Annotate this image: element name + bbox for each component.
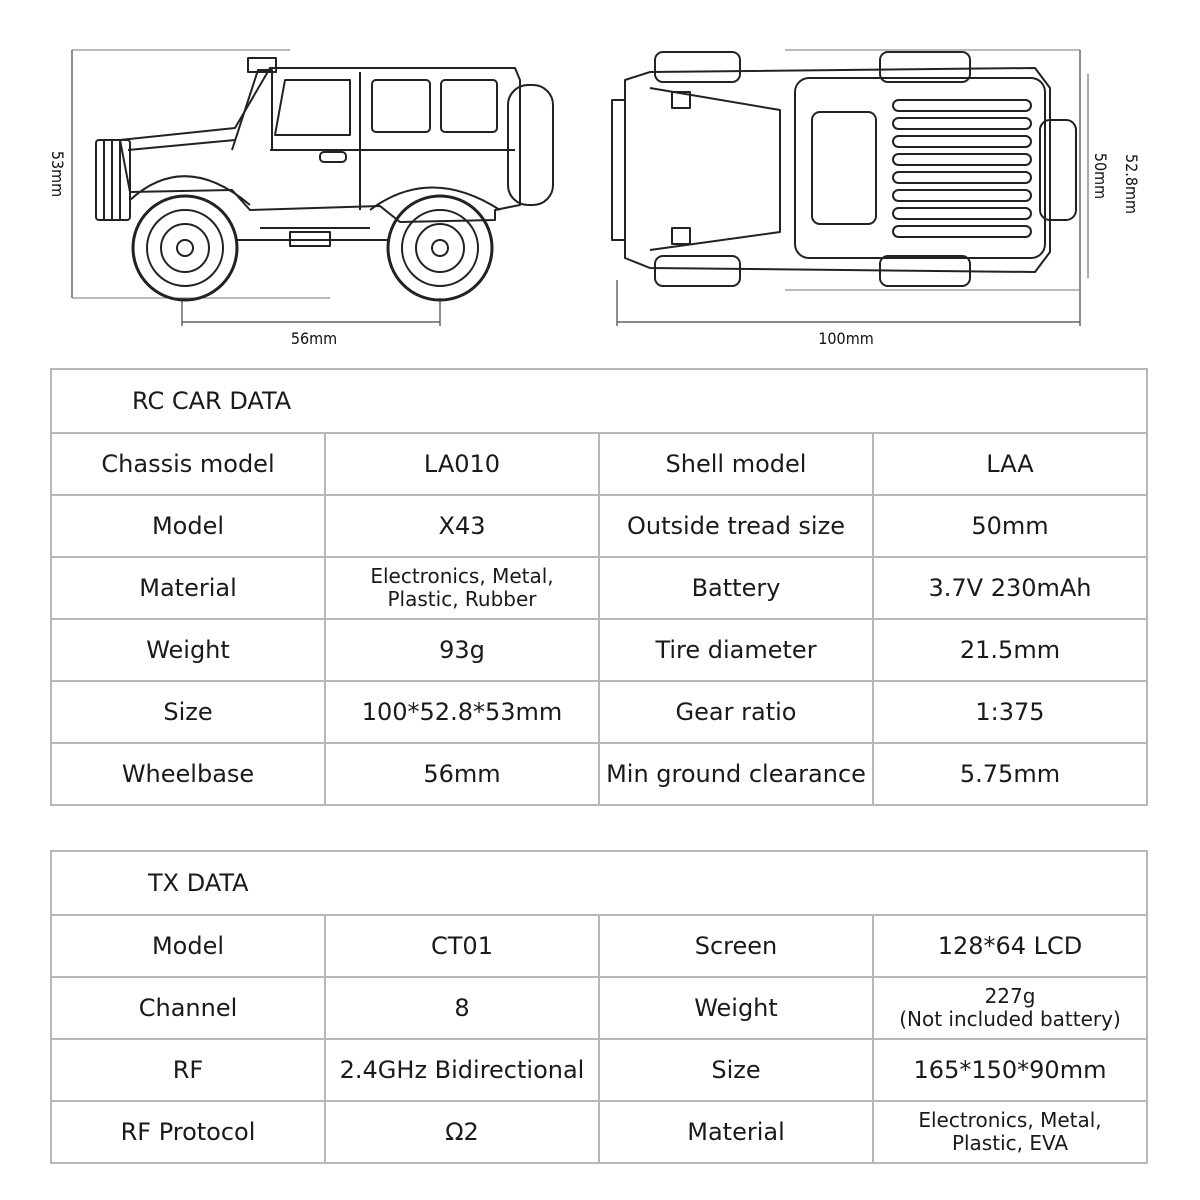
spec-value: X43 [325,495,599,557]
spec-value: LA010 [325,433,599,495]
spec-value: CT01 [325,915,599,977]
table-row [51,681,1147,743]
spec-label: Weight [51,619,325,681]
tx-data-title: TX DATA [51,851,1147,915]
table-row [51,495,1147,557]
spec-label: Size [599,1039,873,1101]
tx-title-row [51,851,1147,915]
spec-value-line: Plastic, EVA [951,1131,1069,1155]
spec-value-line: (Not included battery) [899,1007,1121,1031]
spec-value: 5.75mm [873,743,1147,805]
spec-value: 3.7V 230mAh [873,557,1147,619]
spec-label: Outside tread size [599,495,873,557]
spec-label: Gear ratio [599,681,873,743]
spec-label: Shell model [599,433,873,495]
length-dimension-label: 100mm [818,329,874,348]
spec-value: 21.5mm [873,619,1147,681]
table-row [51,619,1147,681]
spec-label: Model [51,915,325,977]
rc-car-data-title: RC CAR DATA [51,369,1147,433]
spec-label: Material [599,1101,873,1163]
spec-value [873,1101,1147,1163]
spec-label: Screen [599,915,873,977]
rc-car-title-row [51,369,1147,433]
spec-value: 128*64 LCD [873,915,1147,977]
spec-label: RF [51,1039,325,1101]
table-row [51,1039,1147,1101]
table-row [51,977,1147,1039]
spec-label: Tire diameter [599,619,873,681]
spec-label: Weight [599,977,873,1039]
spec-label: Chassis model [51,433,325,495]
spec-label: RF Protocol [51,1101,325,1163]
spec-value-line: Electronics, Metal, [918,1108,1102,1132]
rc-car-data-table [50,368,1148,806]
table-row [51,915,1147,977]
top-view-car [612,50,1088,326]
spec-value: 50mm [873,495,1147,557]
spec-value: 1:375 [873,681,1147,743]
tx-data-table [50,850,1148,1164]
spec-value [873,977,1147,1039]
overall-width-dimension-label: 52.8mm [1122,153,1141,215]
spec-label: Size [51,681,325,743]
spec-value-line: Plastic, Rubber [387,587,537,611]
spec-value: Ω2 [325,1101,599,1163]
spec-value: 8 [325,977,599,1039]
table-row [51,557,1147,619]
spec-value: 165*150*90mm [873,1039,1147,1101]
spec-value [325,557,599,619]
dimension-diagram [0,0,1200,360]
spec-label: Battery [599,557,873,619]
width-dimension-label: 50mm [1091,152,1110,200]
spec-value-line: 227g [984,984,1036,1008]
spec-label: Wheelbase [51,743,325,805]
side-view-car [72,50,553,326]
spec-value-line: Electronics, Metal, [370,564,554,588]
spec-label: Min ground clearance [599,743,873,805]
spec-label: Channel [51,977,325,1039]
table-row [51,433,1147,495]
spec-value: 93g [325,619,599,681]
spec-label: Material [51,557,325,619]
spec-value: 2.4GHz Bidirectional [325,1039,599,1101]
table-row [51,743,1147,805]
spec-value: 100*52.8*53mm [325,681,599,743]
spec-label: Model [51,495,325,557]
spec-value: 56mm [325,743,599,805]
height-dimension-label: 53mm [48,150,67,198]
table-row [51,1101,1147,1163]
spec-value: LAA [873,433,1147,495]
wheelbase-dimension-label: 56mm [290,329,338,348]
